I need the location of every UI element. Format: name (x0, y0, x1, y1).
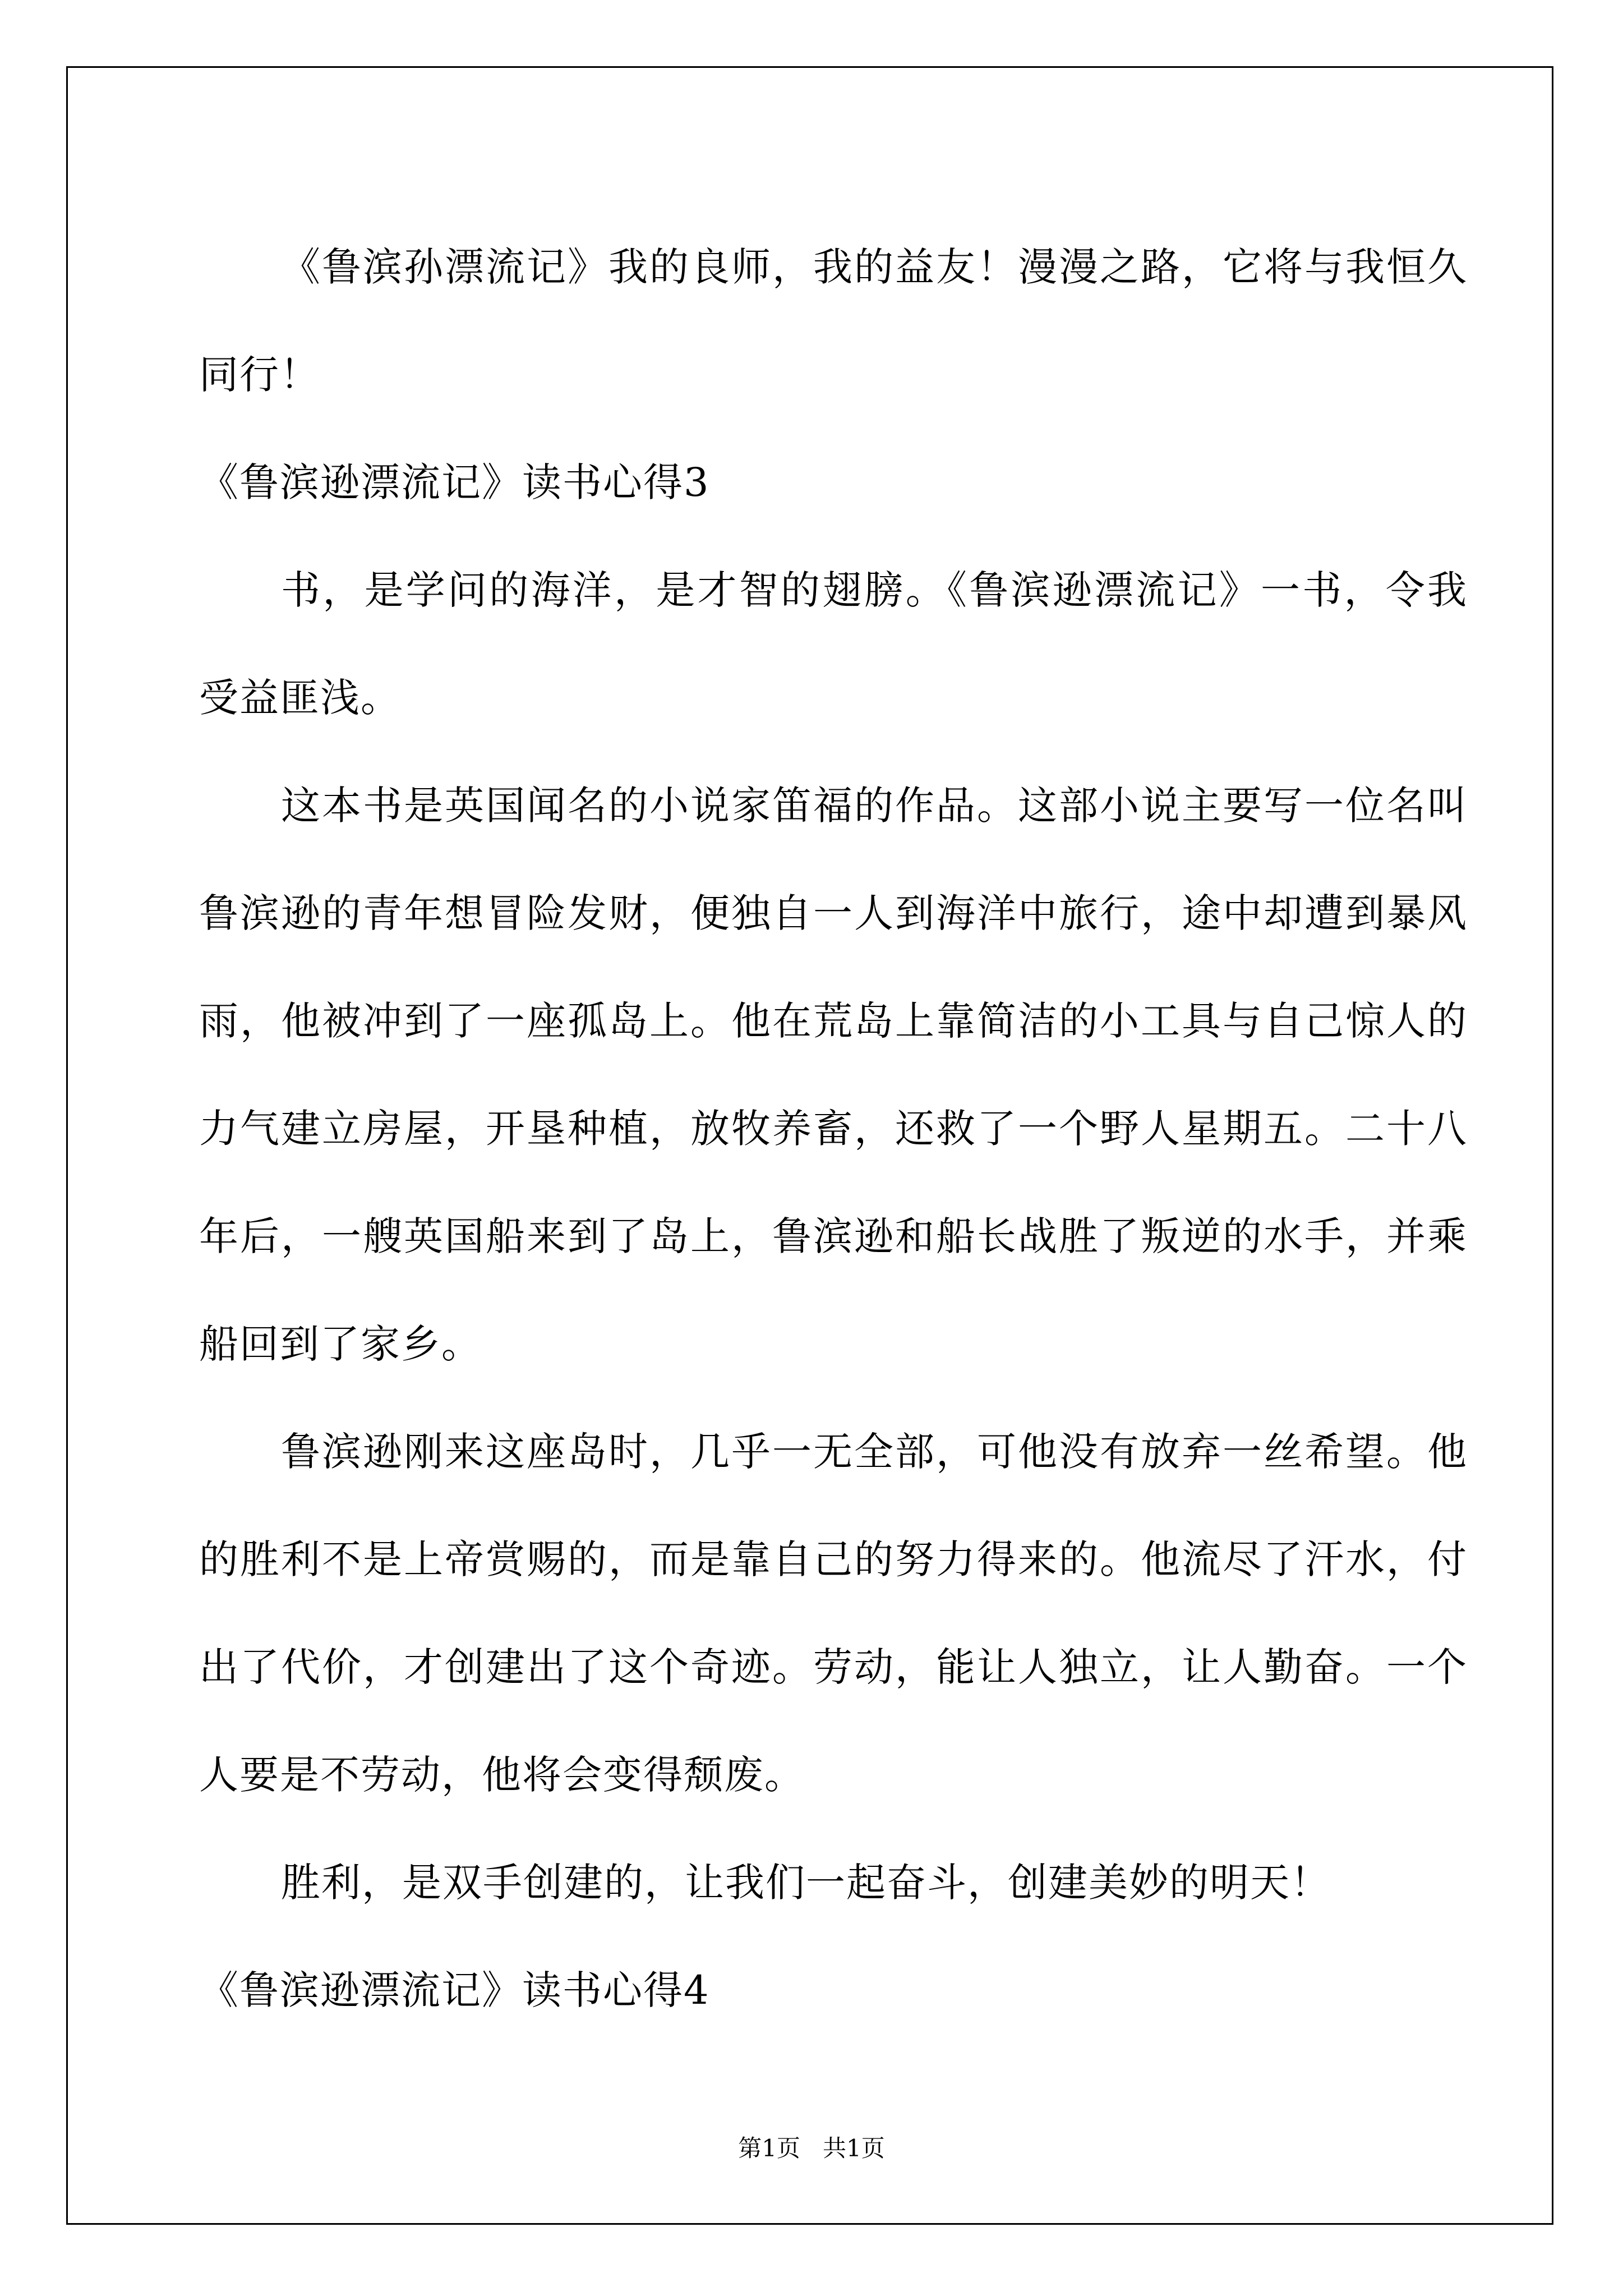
paragraph-reflection: 鲁滨逊刚来这座岛时，几乎一无全部，可他没有放弃一丝希望。他的胜利不是上帝赏赐的，而是靠自己的努力得来的。他流尽了汗水，付出了代价，才创建出了这个奇迹。劳动，能让人独立，让人勤奋。一个人要是不劳动，他将会变得颓废。 (199, 1429, 1468, 1798)
page-footer: 第1页 共1页 (738, 2134, 885, 2162)
document-body (199, 213, 1468, 2044)
section-heading-3: 《鲁滨逊漂流记》读书心得3 (199, 459, 710, 505)
paragraph-summary: 这本书是英国闻名的小说家笛福的作品。这部小说主要写一位名叫鲁滨逊的青年想冒险发财，便独自一人到海洋中旅行，途中却遭到暴风雨，他被冲到了一座孤岛上。他在荒岛上靠简洁的小工具与自己惊人的力气建立房屋，开垦种植，放牧养畜，还救了一个野人星期五。二十八年后，一艘英国船来到了岛上，鲁滨逊和船长战胜了叛逆的水手，并乘船回到了家乡。 (199, 783, 1468, 1367)
section-heading-4: 《鲁滨逊漂流记》读书心得4 (199, 1967, 710, 2013)
paragraph-closing: 《鲁滨孙漂流记》我的良师，我的益友！漫漫之路，它将与我恒久同行！ (199, 244, 1468, 398)
paragraph-intro: 书，是学问的海洋，是才智的翅膀。《鲁滨逊漂流记》一书，令我受益匪浅。 (199, 567, 1468, 721)
paragraph-conclusion: 胜利，是双手创建的，让我们一起奋斗，创建美妙的明天！ (281, 1860, 1331, 1906)
